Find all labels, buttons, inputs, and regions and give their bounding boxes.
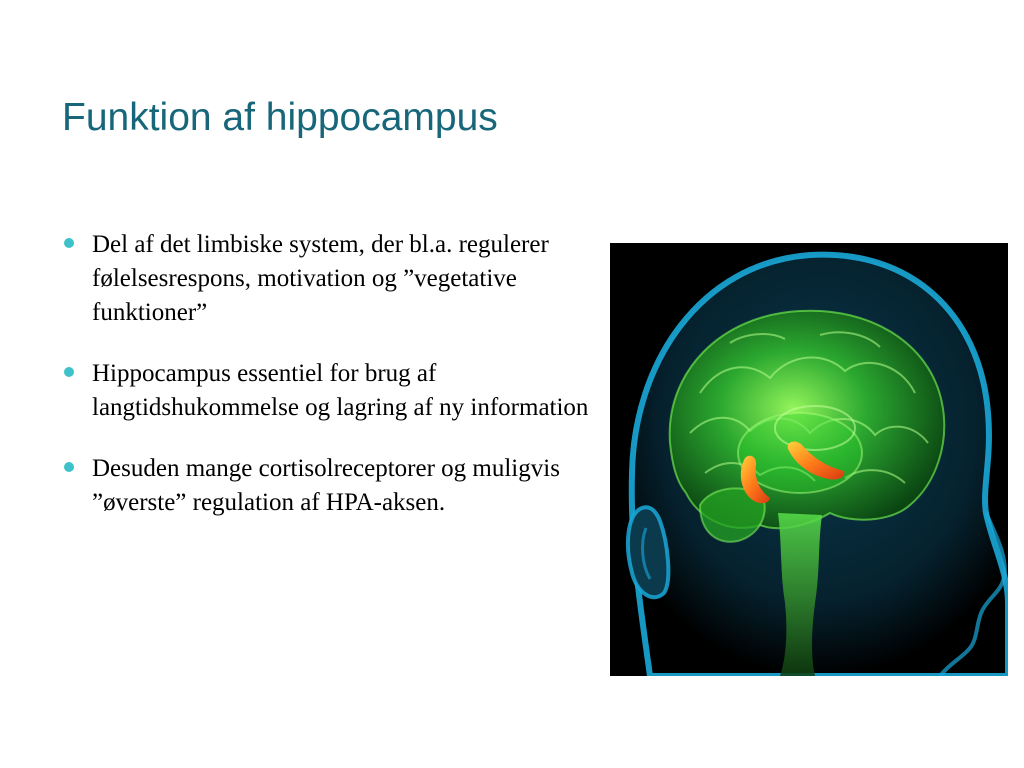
slide-title: Funktion af hippocampus xyxy=(62,96,498,139)
bullet-text: Desuden mange cortisolreceptorer og muligvis ”øverste” regulation af HPA-aksen. xyxy=(92,455,560,516)
bullet-text: Del af det limbiske system, der bl.a. regulerer følelsesrespons, motivation og ”vegetative funktioner” xyxy=(92,231,549,326)
bullet-text: Hippocampus essentiel for brug af langtidshukommelse og lagring af ny information xyxy=(92,360,589,421)
bullet-item xyxy=(62,357,592,425)
bullet-dot-icon xyxy=(64,367,74,377)
bullet-dot-icon xyxy=(64,238,74,248)
bullet-item xyxy=(62,452,592,520)
bullet-item xyxy=(62,228,592,330)
bullet-list xyxy=(62,228,592,547)
brain-hippocampus-illustration xyxy=(610,243,1008,676)
bullet-dot-icon xyxy=(64,462,74,472)
